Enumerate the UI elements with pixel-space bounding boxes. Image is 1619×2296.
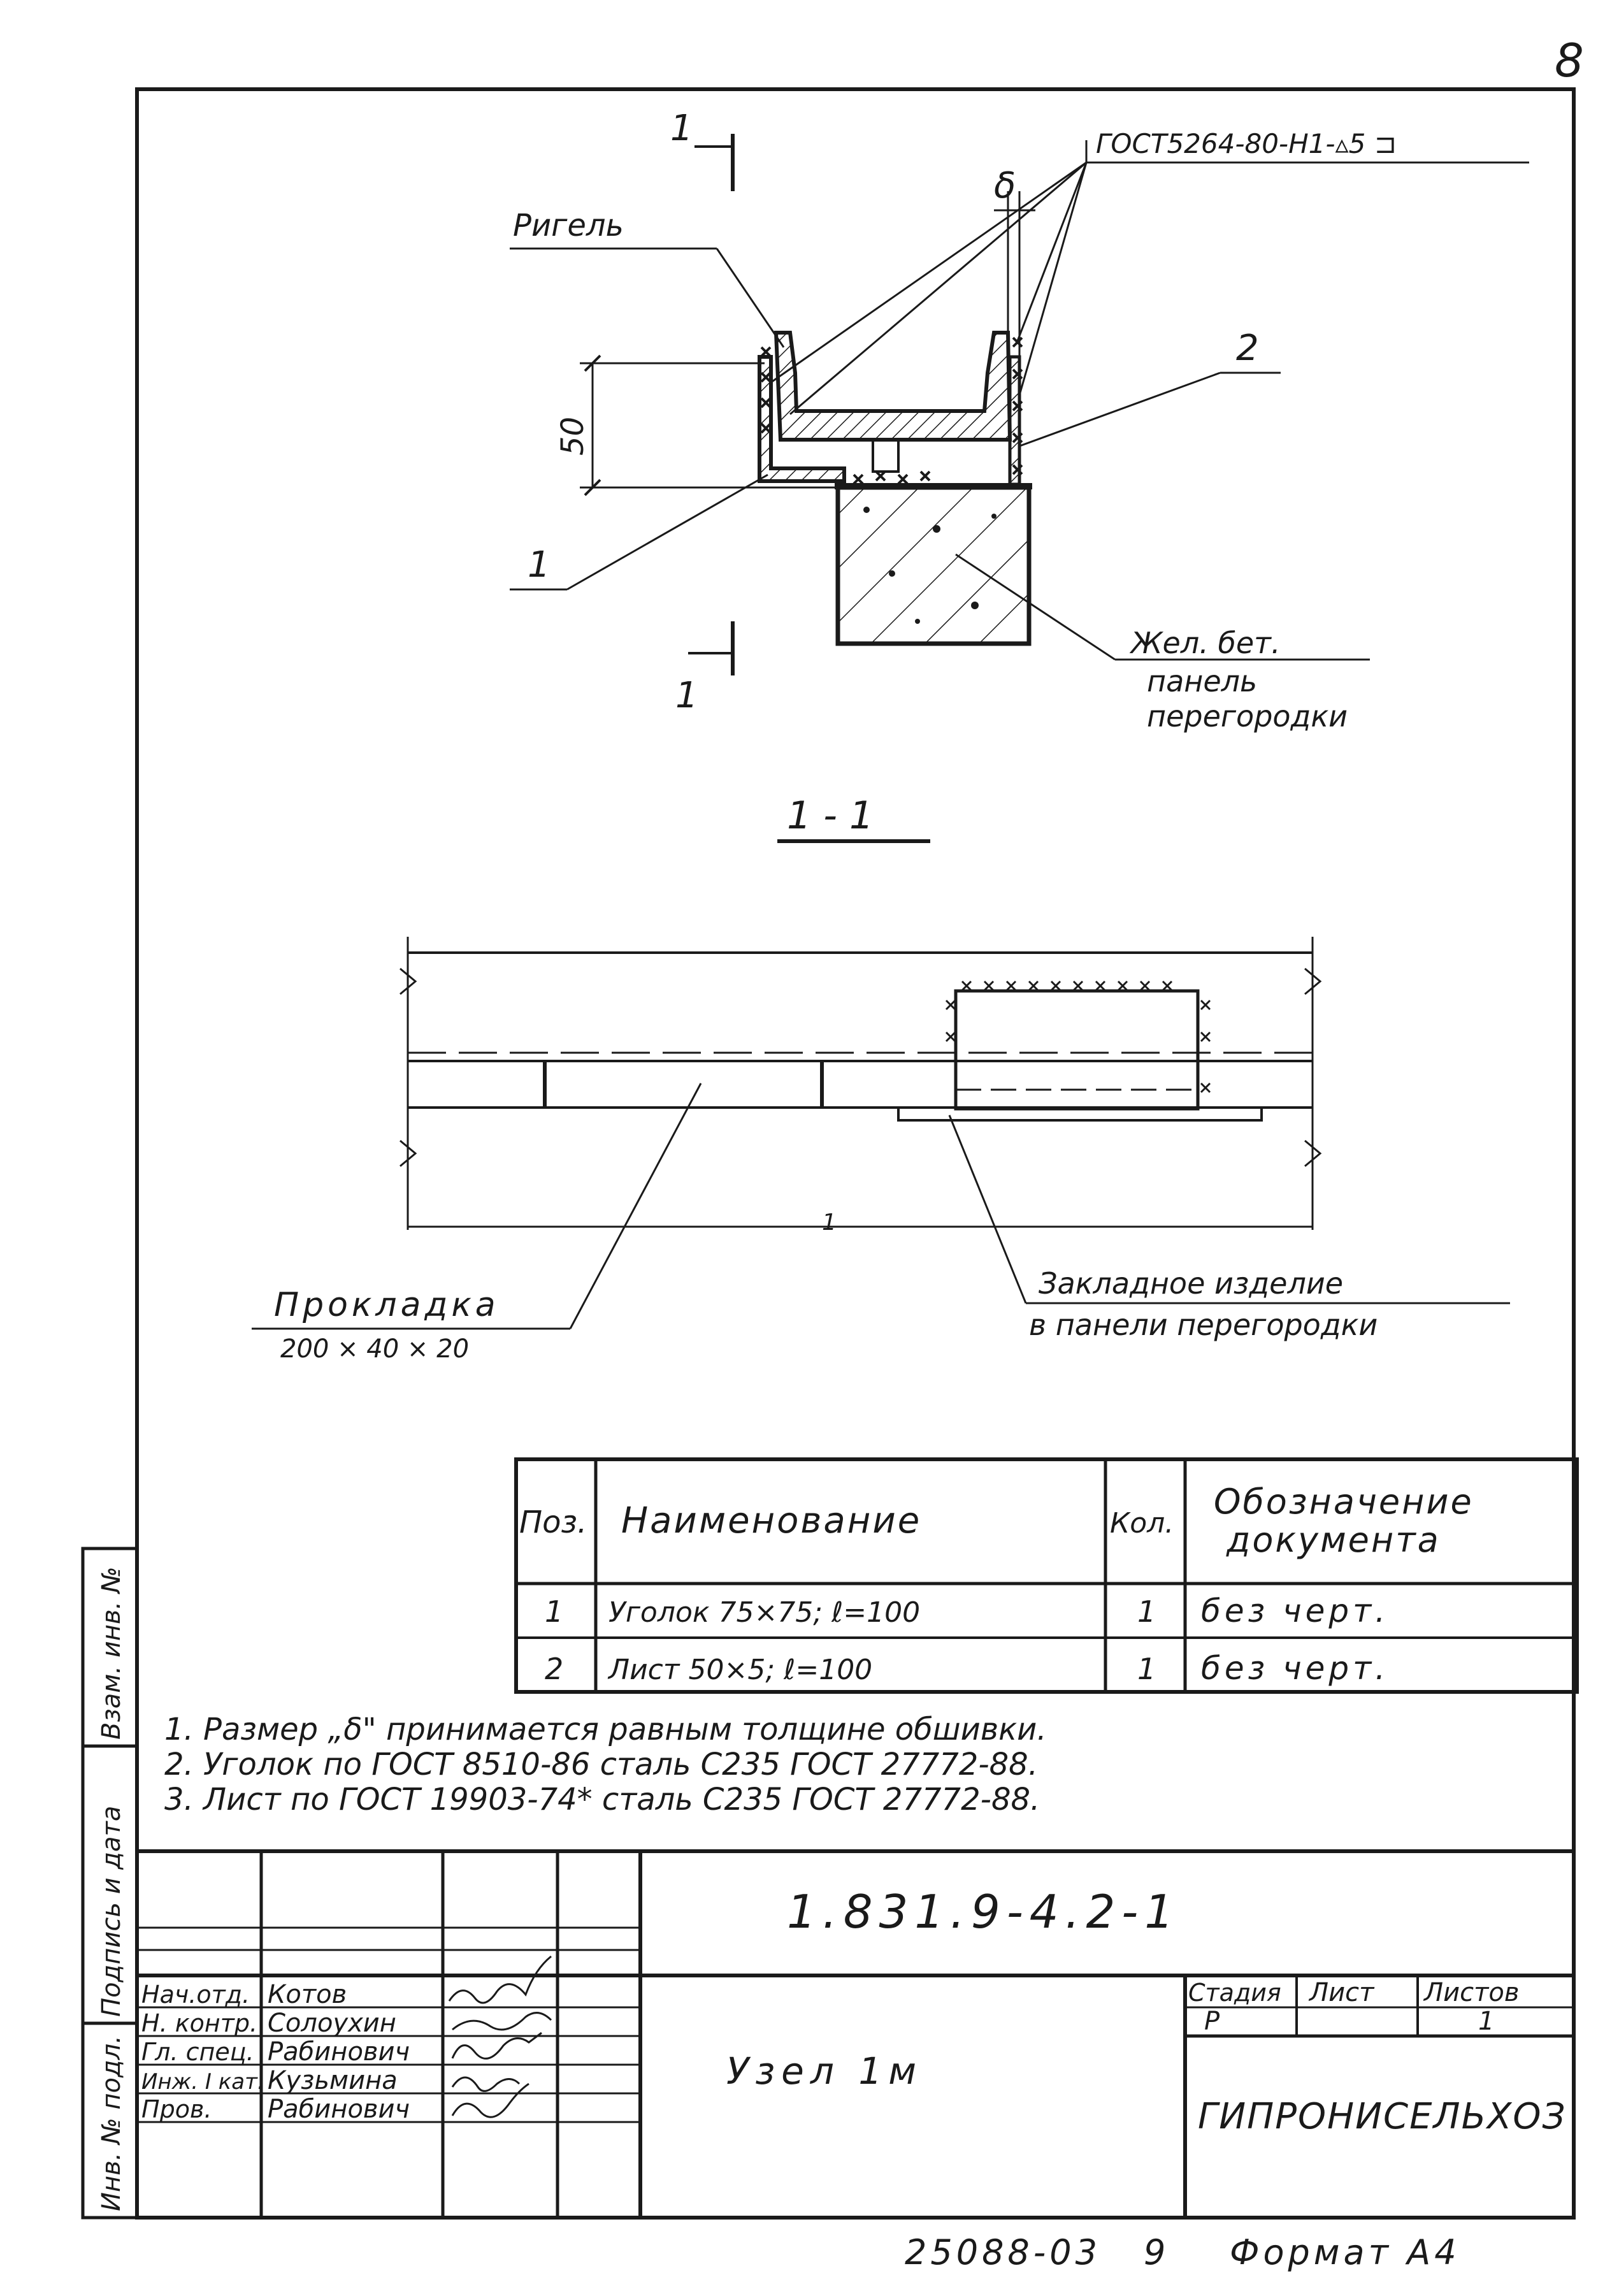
section-dim-mark: 1 bbox=[822, 1209, 837, 1236]
role-5: Пров. bbox=[141, 2095, 212, 2123]
section-mark-top: 1 bbox=[670, 108, 693, 149]
row-1-pos: 1 bbox=[545, 1594, 564, 1629]
footer-format: Формат А4 bbox=[1230, 2232, 1460, 2272]
sheets-header: Листов bbox=[1424, 1978, 1520, 2007]
sheet-title: Узел 1м bbox=[726, 2049, 923, 2093]
organization: ГИПРОНИСЕЛЬХОЗ bbox=[1198, 2096, 1567, 2137]
spec-table bbox=[516, 1459, 1577, 1692]
note-2: 2. Уголок по ГОСТ 8510-86 сталь С235 ГОСТ 27772-88. bbox=[164, 1747, 1038, 1782]
name-5: Рабинович bbox=[268, 2095, 410, 2124]
callout-2: 2 bbox=[1236, 328, 1259, 369]
name-1: Котов bbox=[268, 1980, 347, 2009]
footer-code: 25088-03 bbox=[905, 2232, 1101, 2272]
stamp-cell-3: Инв. № подл. bbox=[97, 2035, 126, 2211]
dim-50: 50 bbox=[555, 416, 591, 456]
role-2: Н. контр. bbox=[141, 2009, 258, 2037]
concrete-label-1: Жел. бет. bbox=[1131, 626, 1281, 660]
sheet-header: Лист bbox=[1309, 1978, 1374, 2007]
gasket-size: 200 × 40 × 20 bbox=[280, 1334, 470, 1364]
page-number: 8 bbox=[1555, 34, 1584, 87]
embedded-label-2: в панели перегородки bbox=[1029, 1308, 1378, 1342]
side-stamp bbox=[83, 1549, 137, 2218]
stamp-cell-2: Подпись и дата bbox=[97, 1805, 126, 2017]
role-4: Инж. I кат. bbox=[141, 2069, 264, 2095]
note-3: 3. Лист по ГОСТ 19903-74* сталь С235 ГОСТ 27772-88. bbox=[164, 1782, 1040, 1817]
role-1: Нач.отд. bbox=[141, 1981, 250, 2009]
stage-value: Р bbox=[1204, 2007, 1220, 2036]
stamp-cell-1: Взам. инв. № bbox=[97, 1566, 126, 1740]
header-doc-1: Обозначение bbox=[1214, 1482, 1474, 1522]
name-3: Рабинович bbox=[268, 2037, 410, 2067]
row-2-qty: 1 bbox=[1137, 1652, 1156, 1686]
row-1-doc: без черт. bbox=[1201, 1592, 1390, 1629]
row-2-pos: 2 bbox=[545, 1652, 564, 1686]
callout-1: 1 bbox=[528, 544, 550, 586]
section-mark-bottom: 1 bbox=[675, 675, 698, 716]
footer-mark: 9 bbox=[1144, 2232, 1166, 2272]
concrete-label-2: панель bbox=[1147, 664, 1258, 698]
row-2-doc: без черт. bbox=[1201, 1650, 1390, 1687]
embedded-label-1: Закладное изделие bbox=[1039, 1266, 1344, 1301]
name-2: Солоухин bbox=[268, 2009, 396, 2038]
row-1-name: Уголок 75×75; ℓ=100 bbox=[608, 1596, 921, 1629]
weld-spec: ГОСТ5264-80-Н1-▵5 ⊐ bbox=[1096, 128, 1397, 159]
header-doc-2: документа bbox=[1227, 1520, 1441, 1560]
notes bbox=[164, 1712, 1047, 1817]
row-2-name: Лист 50×5; ℓ=100 bbox=[608, 1654, 873, 1686]
node-detail bbox=[510, 108, 1529, 733]
header-name: Наименование bbox=[621, 1500, 922, 1541]
rigel-channel bbox=[776, 333, 1010, 440]
name-4: Кузьмина bbox=[268, 2066, 398, 2095]
sheets-value: 1 bbox=[1478, 2007, 1495, 2036]
delta-label: δ bbox=[994, 165, 1016, 206]
row-1-qty: 1 bbox=[1137, 1594, 1156, 1629]
designation: 1.831.9-4.2-1 bbox=[787, 1885, 1181, 1939]
rigel-label: Ригель bbox=[513, 208, 624, 243]
note-1: 1. Размер „δ" принимается равным толщине обшивки. bbox=[164, 1712, 1047, 1747]
concrete-label-3: перегородки bbox=[1147, 699, 1348, 733]
header-qty: Кол. bbox=[1110, 1507, 1174, 1540]
title-block bbox=[137, 1851, 1574, 2218]
role-3: Гл. спец. bbox=[141, 2038, 254, 2066]
header-pos: Поз. bbox=[519, 1505, 587, 1540]
section-title: 1 - 1 bbox=[787, 793, 874, 838]
stage-header: Стадия bbox=[1188, 1979, 1281, 2007]
section-view bbox=[252, 937, 1510, 1364]
gasket-label: Прокладка bbox=[274, 1286, 500, 1324]
